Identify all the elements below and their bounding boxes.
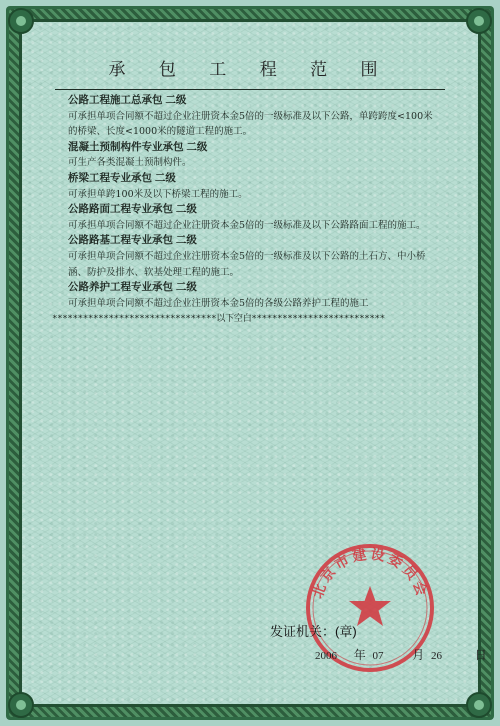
scope-description: 可承担单项合同额不超过企业注册资本金5倍的一级标准及以下公路，单跨跨度<100米的桥梁、长度<1000米的隧道工程的施工。 <box>68 110 433 138</box>
scope-item <box>68 280 440 311</box>
seal-star-icon <box>349 586 391 626</box>
scope-item <box>68 140 440 171</box>
corner-ornament <box>8 692 34 718</box>
scope-category: 桥梁工程专业承包 二级 <box>68 171 176 184</box>
scope-category: 公路路面工程专业承包 二级 <box>68 203 197 216</box>
scope-category: 混凝土预制构件专业承包 二级 <box>68 140 208 153</box>
corner-ornament <box>466 8 492 34</box>
scope-item <box>68 171 440 202</box>
date-day-unit: 日 <box>474 648 487 662</box>
scope-item <box>68 93 440 140</box>
scope-description: 可承担单项合同额不超过企业注册资本金5倍的一级标准及以下公路路面工程的施工。 <box>68 219 426 231</box>
date-month-unit: 月 <box>412 648 425 662</box>
date-year: 2006 <box>315 650 337 662</box>
date-month: 07 <box>372 650 384 662</box>
scope-category: 公路养护工程专业承包 二级 <box>68 281 197 294</box>
date-day: 26 <box>431 650 443 662</box>
scope-description: 可生产各类混凝土预制构件。 <box>68 157 192 169</box>
scope-item <box>68 233 440 280</box>
corner-ornament <box>466 692 492 718</box>
scope-category: 公路工程施工总承包 二级 <box>68 94 187 106</box>
end-marker: ********************************以下空白************************** <box>52 313 385 325</box>
scope-description: 可承担单项合同额不超过企业注册资本金5倍的一级标准及以下公路的土石方、中小桥涵、防护及排水、软基处理工程的施工。 <box>68 250 426 278</box>
corner-ornament <box>8 8 34 34</box>
issuing-authority-label: 发证机关：(章) <box>270 624 357 639</box>
svg-text:北京市建设委员会: 北京市建设委员会 <box>309 546 431 601</box>
document-title: 承 包 工 程 范 围 <box>108 60 392 80</box>
title-underline <box>55 89 445 90</box>
scope-item <box>68 202 440 233</box>
scope-category: 公路路基工程专业承包 二级 <box>68 234 197 247</box>
issue-date <box>315 646 487 663</box>
scope-description: 可承担单项合同额不超过企业注册资本金5倍的各级公路养护工程的施工 <box>68 297 369 309</box>
scope-description: 可承担单跨100米及以下桥梁工程的施工。 <box>68 188 248 200</box>
date-year-unit: 年 <box>353 648 366 662</box>
scope-list <box>52 93 440 327</box>
